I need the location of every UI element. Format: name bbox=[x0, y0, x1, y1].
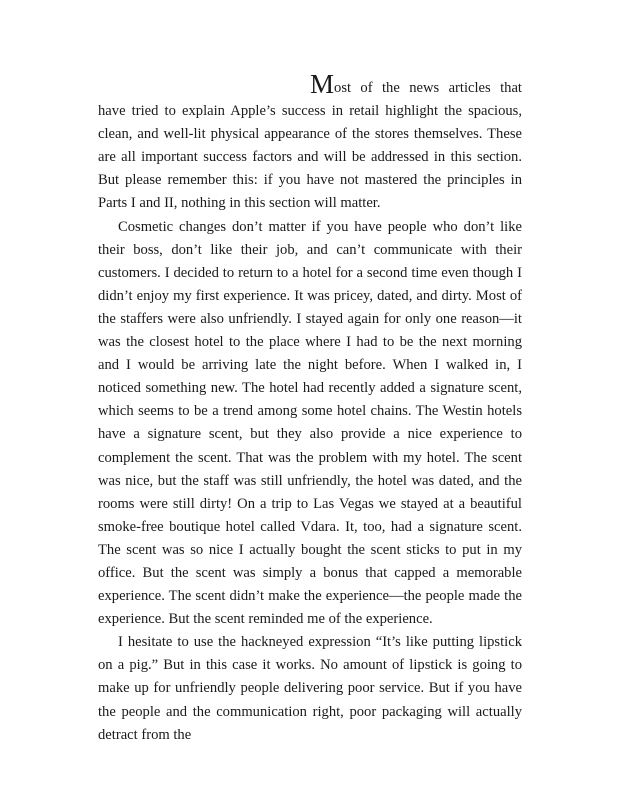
opening-paragraph bbox=[98, 69, 522, 216]
body-paragraph-hotel-scent: Cosmetic changes don’t matter if you have people who don’t like their boss, don’t like their job, and can’t communicate with their customers. I decided to return to a hotel for a second time even though I didn’t enjoy my first experience. It was pricey, dated, and dirty. Most of the staffers were also unfriendly. I stayed again for only one reason—it was the closest hotel to the place where I had to be the next morning and I would be arriving late the night before. When I walked in, I noticed something new. The hotel had recently added a signature scent, which seems to be a trend among some hotel chains. The Westin hotels have a signature scent, but they also provide a nice experience to complement the scent. That was the problem with my hotel. The scent was nice, but the staff was still unfriendly, the hotel was dated, and the rooms were still dirty! On a trip to Las Vegas we stayed at a beautiful smoke-free boutique hotel called Vdara. It, too, had a signature scent. The scent was so nice I actually bought the scent sticks to put in my office. But the scent was simply a bonus that capped a memorable experience. The scent didn’t make the experience—the people made the experience. But the scent reminded me of the experience. bbox=[98, 218, 522, 628]
opening-paragraph-text: ost of the news articles that have tried to explain Apple’s success in retail highlight the spacious, clean, and well-lit physical appearance of the stores themselves. These are all important success factors and will be addressed in this section. But please remember this: if you have not mastered the principles in Parts I and II, nothing in this section will matter. bbox=[98, 80, 522, 212]
body-paragraph-lipstick: I hesitate to use the hackneyed expression “It’s like putting lipstick on a pig.” But in this case it works. No amount of lipstick is going to make up for unfriendly people delivering poor service. But if you have the people and the communication right, poor packaging will actually detract from the bbox=[98, 634, 522, 743]
initial-capital: M bbox=[310, 69, 335, 99]
book-page bbox=[98, 69, 522, 747]
